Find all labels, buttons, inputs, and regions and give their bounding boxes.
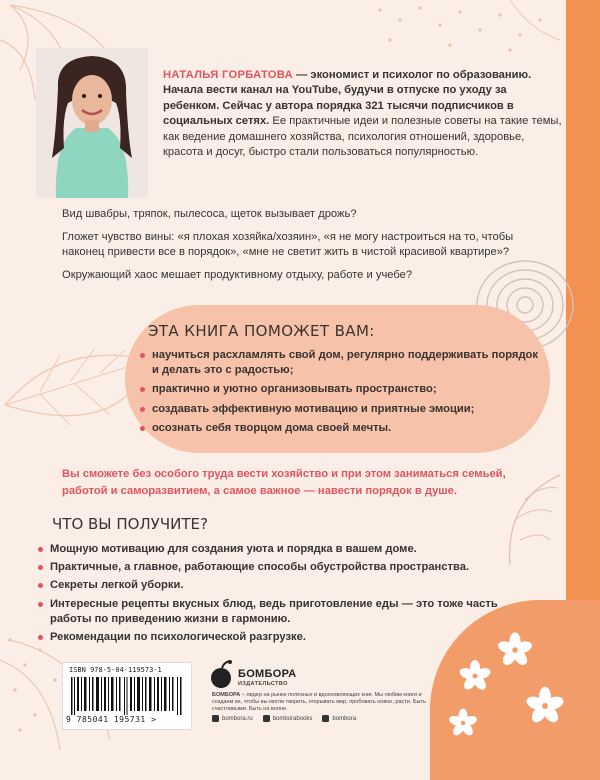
list-item: осознать себя творцом дома своей мечты. xyxy=(140,421,540,436)
benefits-title: ЭТА КНИГА ПОМОЖЕТ ВАМ: xyxy=(148,322,375,340)
isbn-number: ISBN 978-5-04-119573-1 xyxy=(69,666,162,674)
publisher-socials xyxy=(212,715,356,722)
social-vk xyxy=(263,715,313,722)
social-instagram-label: bombora xyxy=(332,715,357,722)
list-item: Секреты легкой уборки. xyxy=(38,578,508,593)
list-item: Интересные рецепты вкусных блюд, ведь приготовление еды — это тоже часть работы по приведению жизни в гармонию. xyxy=(38,597,508,627)
publisher-brand: БОМБОРА xyxy=(212,692,241,698)
author-bio-rest: Ее практичные идеи и полезные советы на такие темы, как ведение домашнего хозяйства, психология отношений, здоровье, красота и досуг, быстро стали пользоваться популярностью. xyxy=(163,115,562,159)
publisher-logo-icon xyxy=(210,660,234,690)
question-1: Вид швабры, тряпок, пылесоса, щеток вызывает дрожь? xyxy=(62,208,357,220)
author-name: НАТАЛЬЯ ГОРБАТОВА xyxy=(163,69,294,81)
list-item: Мощную мотивацию для создания уюта и порядка в вашем доме. xyxy=(38,542,508,557)
publisher-description xyxy=(212,692,437,713)
globe-icon xyxy=(212,715,219,722)
social-website xyxy=(212,715,253,722)
publisher-description-text: – лидер на рынке полезных и вдохновляющих книг. Мы любим книги и создаем их, чтобы вы могли творить, открывать мир, пробовать новое, расти. Быть счастливыми. Быть на волне. xyxy=(212,692,426,712)
results-list xyxy=(38,542,508,648)
benefits-list xyxy=(140,348,540,440)
author-bio-lead: — экономист и психолог по образованию. Начала вести канал на YouTube, будучи в отпуске по уходу за ребенком. Сейчас у автора порядка 321 тысячи подписчиков в социальных сетях. xyxy=(163,69,532,128)
list-item: научиться расхламлять свой дом, регулярно поддерживать порядок и делать это с радостью; xyxy=(140,348,540,378)
list-item: Рекомендации по психологической разгрузке. xyxy=(38,630,508,645)
social-vk-label: bomborabooks xyxy=(272,715,313,722)
barcode-digits: 9 785041 195731 > xyxy=(66,715,157,724)
publisher-name: БОМБОРА xyxy=(238,668,297,680)
question-3: Окружающий хаос мешает продуктивному отдыху, работе и учебе? xyxy=(62,269,413,281)
vk-icon xyxy=(263,715,270,722)
accent-statement: Вы сможете без особого труда вести хозяйство и при этом заниматься семьей, работой и саморазвитием, а самое важное — навести порядок в душе. xyxy=(62,468,506,497)
publisher-subtitle: ИЗДАТЕЛЬСТВО xyxy=(238,681,288,687)
barcode xyxy=(62,662,192,730)
author-bio xyxy=(163,68,565,160)
author-photo xyxy=(36,48,148,198)
list-item: Практичные, а главное, работающие способы обустройства пространства. xyxy=(38,560,508,575)
list-item: практично и уютно организовывать пространство; xyxy=(140,382,540,397)
question-2: Гложет чувство вины: «я плохая хозяйка/хозяин», «я не могу настроиться на то, чтобы наконец привести все в порядок», «мне не светит жить в чистой красивой квартире»? xyxy=(62,231,514,259)
social-instagram xyxy=(322,715,356,722)
instagram-icon xyxy=(322,715,329,722)
social-website-label: bombora.ru xyxy=(222,715,253,722)
decorative-dots-top xyxy=(360,0,560,60)
results-title: ЧТО ВЫ ПОЛУЧИТЕ? xyxy=(52,515,208,533)
list-item: создавать эффективную мотивацию и приятные эмоции; xyxy=(140,402,540,417)
barcode-bars xyxy=(71,677,183,715)
